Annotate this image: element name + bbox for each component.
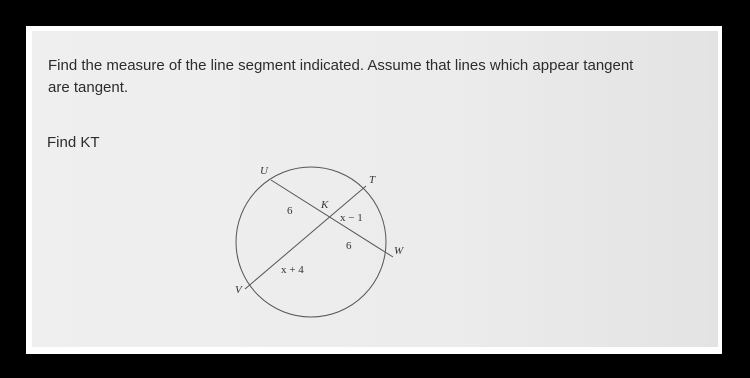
- segment-label-kv: x + 4: [281, 264, 304, 276]
- segment-label-kw: 6: [346, 240, 352, 252]
- circle-diagram: [227, 156, 404, 331]
- instruction-line-1: Find the measure of the line segment indicated. Assume that lines which appear tangent: [48, 57, 634, 74]
- segment-w-extension: [385, 252, 393, 257]
- point-label-v: V: [235, 284, 242, 296]
- point-label-k: K: [321, 199, 329, 211]
- problem-panel: [32, 31, 718, 347]
- problem-instructions: [48, 55, 728, 99]
- circle: [236, 167, 386, 317]
- segment-label-kt: x − 1: [340, 212, 363, 224]
- point-label-w: W: [394, 245, 404, 257]
- instruction-line-2: are tangent.: [48, 79, 129, 96]
- point-label-u: U: [260, 165, 268, 177]
- segment-label-uk: 6: [287, 205, 293, 217]
- point-label-t: T: [369, 174, 376, 186]
- question-text: Find KT: [47, 134, 100, 151]
